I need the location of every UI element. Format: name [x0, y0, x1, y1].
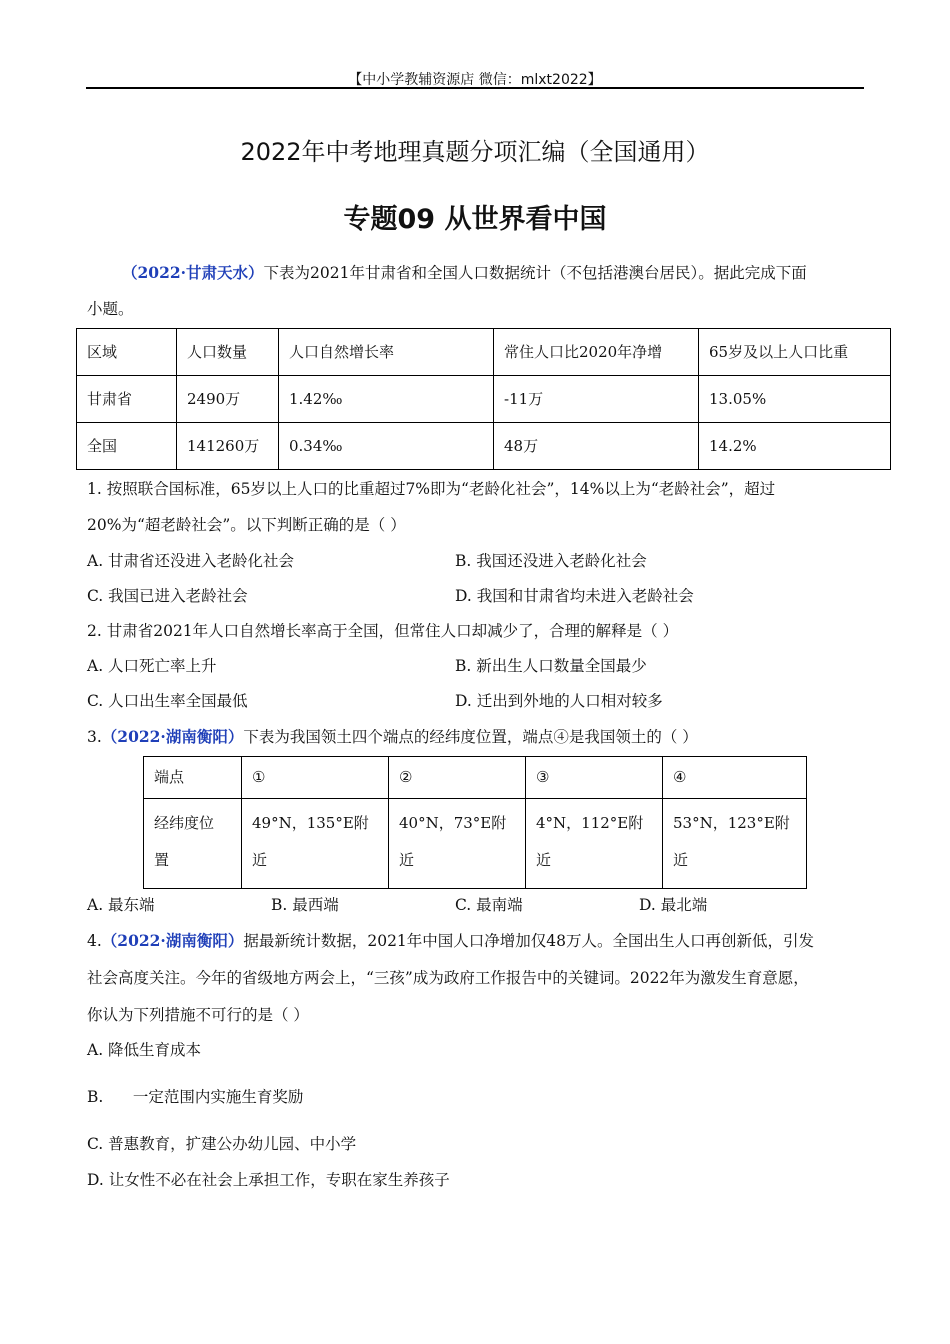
- q4-option-d: D. 让女性不必在社会上承担工作，专职在家生养孩子: [87, 1171, 450, 1189]
- table-cell: 全国: [77, 423, 177, 470]
- q3-option-a: A. 最东端: [87, 896, 155, 914]
- q2-stem: 2. 甘肃省2021年人口自然增长率高于全国，但常住人口却减少了，合理的解释是（ ）: [87, 622, 679, 640]
- q3-option-d: D. 最北端: [639, 896, 708, 914]
- q1-stem-line-1: 1. 按照联合国标准，65岁以上人口的比重超过7%即为“老龄化社会”，14%以上为“老龄社会”，超过: [87, 480, 776, 498]
- table-cell: [526, 799, 663, 889]
- table-header-cell: 常住人口比2020年净增: [494, 329, 699, 376]
- intro-text-1: 下表为2021年甘肃省和全国人口数据统计（不包括港澳台居民）。据此完成下面: [263, 264, 807, 282]
- table-row: [144, 799, 807, 889]
- q3-option-b: B. 最西端: [271, 896, 339, 914]
- coord-line-1: 4°N，112°E附: [536, 814, 644, 832]
- q4-option-a: A. 降低生育成本: [87, 1041, 202, 1059]
- table-header-row: [77, 329, 891, 376]
- q3-option-c: C. 最南端: [455, 896, 523, 914]
- table-header-cell: 人口数量: [177, 329, 279, 376]
- table-header-cell: ③: [526, 757, 663, 799]
- document-title: 2022年中考地理真题分项汇编（全国通用）: [240, 138, 710, 166]
- table-row: [77, 376, 891, 423]
- table-cell: 1.42‰: [279, 376, 494, 423]
- q1-option-d: D. 我国和甘肃省均未进入老龄社会: [455, 587, 694, 605]
- q4-text-1: 据最新统计数据，2021年中国人口净增加仅48万人。全国出生人口再创新低，引发: [243, 932, 815, 950]
- table-cell: 14.2%: [699, 423, 891, 470]
- q4-number: 4.: [87, 932, 102, 950]
- q4-stem-line-2: 社会高度关注。今年的省级地方两会上，“三孩”成为政府工作报告中的关键词。2022年为激发生育意愿，: [87, 969, 809, 987]
- coord-line-2: 近: [399, 851, 415, 869]
- table-row: [77, 423, 891, 470]
- q3-stem: [87, 725, 698, 747]
- table-cell: 141260万: [177, 423, 279, 470]
- table-header-cell: 端点: [144, 757, 242, 799]
- coord-label-line-1: 经纬度位: [154, 814, 215, 832]
- coord-line-1: 40°N，73°E附: [399, 814, 507, 832]
- q2-option-c: C. 人口出生率全国最低: [87, 692, 248, 710]
- table-cell: 甘肃省: [77, 376, 177, 423]
- table-cell: -11万: [494, 376, 699, 423]
- q4-option-b: B. 一定范围内实施生育奖励: [87, 1088, 304, 1106]
- q2-option-a: A. 人口死亡率上升: [87, 657, 217, 675]
- q2-option-b: B. 新出生人口数量全国最少: [455, 657, 647, 675]
- q1-option-a: A. 甘肃省还没进入老龄化社会: [87, 552, 295, 570]
- coord-line-2: 近: [673, 851, 689, 869]
- q4-source: （2022·湖南衡阳）: [101, 931, 244, 950]
- q1-option-b: B. 我国还没进入老龄化社会: [455, 552, 647, 570]
- q1-option-c: C. 我国已进入老龄社会: [87, 587, 248, 605]
- table-cell: 2490万: [177, 376, 279, 423]
- population-table: [76, 328, 891, 470]
- table-cell: [663, 799, 807, 889]
- table-cell: 48万: [494, 423, 699, 470]
- table-header-cell: ①: [242, 757, 389, 799]
- table-header-cell: ④: [663, 757, 807, 799]
- table-cell: [242, 799, 389, 889]
- table-cell: [389, 799, 526, 889]
- q4-stem-line-1: [87, 929, 814, 951]
- intro-line-2: 小题。: [87, 300, 134, 318]
- extremity-table: [143, 756, 807, 889]
- table-header-cell: 区域: [77, 329, 177, 376]
- coord-line-2: 近: [252, 851, 268, 869]
- coord-line-1: 53°N，123°E附: [673, 814, 790, 832]
- table-header-cell: 65岁及以上人口比重: [699, 329, 891, 376]
- coord-label-line-2: 置: [154, 851, 170, 869]
- table-header-cell: 人口自然增长率: [279, 329, 494, 376]
- coord-line-1: 49°N，135°E附: [252, 814, 369, 832]
- table-cell: 0.34‰: [279, 423, 494, 470]
- q3-text: 下表为我国领土四个端点的经纬度位置，端点④是我国领土的（ ）: [243, 728, 698, 746]
- topic-title: 专题09 从世界看中国: [343, 204, 607, 235]
- table-header-row: [144, 757, 807, 799]
- table-cell: [144, 799, 242, 889]
- table-cell: 13.05%: [699, 376, 891, 423]
- q4-option-c: C. 普惠教育，扩建公办幼儿园、中小学: [87, 1135, 357, 1153]
- q2-option-d: D. 迁出到外地的人口相对较多: [455, 692, 663, 710]
- q3-source: （2022·湖南衡阳）: [101, 727, 244, 746]
- q4-stem-line-3: 你认为下列措施不可行的是（ ）: [87, 1006, 309, 1024]
- q3-number: 3.: [87, 728, 102, 746]
- q1-stem-line-2: 20%为“超老龄社会”。以下判断正确的是（ ）: [87, 516, 406, 534]
- intro-source: （2022·甘肃天水）: [122, 263, 264, 282]
- page-header: 【中小学教辅资源店 微信：mlxt2022】: [348, 72, 602, 88]
- coord-line-2: 近: [536, 851, 552, 869]
- intro-line-1: [122, 261, 807, 283]
- header-rule: [86, 87, 864, 89]
- table-header-cell: ②: [389, 757, 526, 799]
